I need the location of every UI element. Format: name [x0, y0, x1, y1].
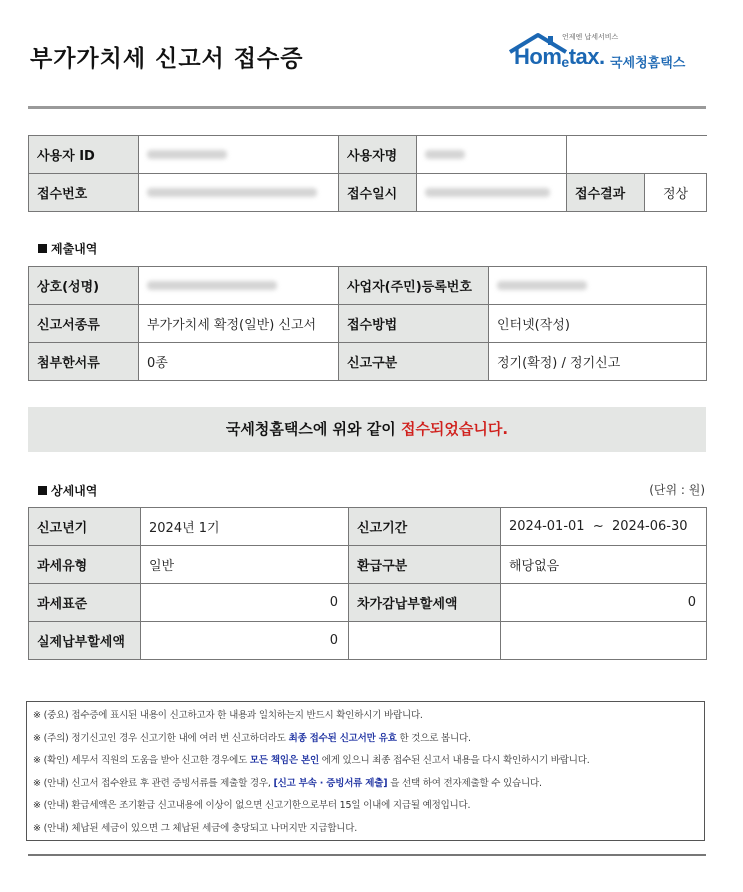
- notice-line: ※ (안내) 신고서 접수완료 후 관련 증빙서류를 제출할 경우, [신고 부속 · 증빙서류 제출] 을 선택 하여 전자제출할 수 있습니다.: [33, 777, 542, 789]
- category-label: 신고구분: [339, 343, 489, 381]
- report-type-label: 신고서종류: [29, 305, 139, 343]
- notice-box: [26, 701, 705, 841]
- detail-table: [28, 507, 707, 660]
- report-year-value: 2024년 1기: [141, 508, 349, 546]
- method-value: 인터넷(작성): [489, 305, 707, 343]
- report-period-value: 2024-01-01 ~ 2024-06-30: [501, 508, 707, 546]
- report-year-label: 신고년기: [29, 508, 141, 546]
- submission-table: [28, 266, 707, 381]
- notice-line: ※ (안내) 환급세액은 조기환급 신고내용에 이상이 없으면 신고기한으로부터 15일 이내에 지급될 예정입니다.: [33, 800, 471, 811]
- hometax-logo: [508, 30, 708, 80]
- detail-section-title: 상세내역: [38, 482, 97, 499]
- notice-line: ※ (중요) 접수증에 표시된 내용이 신고하고자 한 내용과 일치하는지 반드시 확인하시기 바랍니다.: [33, 710, 423, 721]
- logo-tagline: 언제엔 납세서비스: [562, 33, 619, 41]
- actual-payable-value: 0: [141, 622, 349, 660]
- category-value: 정기(확정) / 정기신고: [489, 343, 707, 381]
- submission-section-title: 제출내역: [38, 240, 97, 257]
- attachments-value: 0종: [139, 343, 339, 381]
- page-title: 부가가치세 신고서 접수증: [30, 46, 304, 72]
- square-bullet-icon: [38, 486, 47, 495]
- top-divider: [28, 106, 706, 109]
- refund-type-value: 해당없음: [501, 546, 707, 584]
- logo-brand: Hometax.: [514, 44, 605, 70]
- receipt-info-table: [28, 135, 707, 212]
- unit-label: (단위 : 원): [649, 483, 705, 497]
- notice-line: ※ (안내) 체납된 세금이 있으면 그 체납된 세금에 충당되고 나머지만 지급합니다.: [33, 822, 358, 834]
- company-name-value-redacted: [139, 267, 339, 305]
- user-id-value-redacted: [139, 136, 339, 174]
- tax-base-label: 과세표준: [29, 584, 141, 622]
- tax-base-value: 0: [141, 584, 349, 622]
- net-payable-value: 0: [501, 584, 707, 622]
- banner-highlight: 접수되었습니다.: [400, 420, 509, 438]
- receipt-date-value-redacted: [417, 174, 567, 212]
- company-name-label: 상호(성명): [29, 267, 139, 305]
- report-type-value: 부가가치세 확정(일반) 신고서: [139, 305, 339, 343]
- report-period-label: 신고기간: [349, 508, 501, 546]
- user-id-label: 사용자 ID: [29, 136, 139, 174]
- receipt-result-label: 접수결과: [567, 174, 645, 212]
- tax-type-value: 일반: [141, 546, 349, 584]
- receipt-no-value-redacted: [139, 174, 339, 212]
- biz-reg-no-label: 사업자(주민)등록번호: [339, 267, 489, 305]
- logo-korean-name: 국세청홈택스: [610, 56, 686, 71]
- receipt-confirmation-banner: 국세청홈택스에 위와 같이 접수되었습니다.: [28, 407, 706, 452]
- square-bullet-icon: [38, 244, 47, 253]
- receipt-date-label: 접수일시: [339, 174, 417, 212]
- refund-type-label: 환급구분: [349, 546, 501, 584]
- method-label: 접수방법: [339, 305, 489, 343]
- user-name-value-redacted: [417, 136, 567, 174]
- actual-payable-label: 실제납부할세액: [29, 622, 141, 660]
- tax-type-label: 과세유형: [29, 546, 141, 584]
- bottom-divider: [28, 854, 706, 856]
- notice-line: ※ (주의) 정기신고인 경우 신고기한 내에 여러 번 신고하더라도 최종 접수된 신고서만 유효 한 것으로 봅니다.: [33, 732, 471, 744]
- user-name-label: 사용자명: [339, 136, 417, 174]
- receipt-result-value: 정상: [645, 174, 707, 212]
- notice-line: ※ (확인) 세무서 직원의 도움을 받아 신고한 경우에도 모든 책임은 본인 에게 있으니 최종 접수된 신고서 내용을 다시 확인하시기 바랍니다.: [33, 755, 590, 766]
- net-payable-label: 차가감납부할세액: [349, 584, 501, 622]
- attachments-label: 첨부한서류: [29, 343, 139, 381]
- biz-reg-no-value-redacted: [489, 267, 707, 305]
- receipt-no-label: 접수번호: [29, 174, 139, 212]
